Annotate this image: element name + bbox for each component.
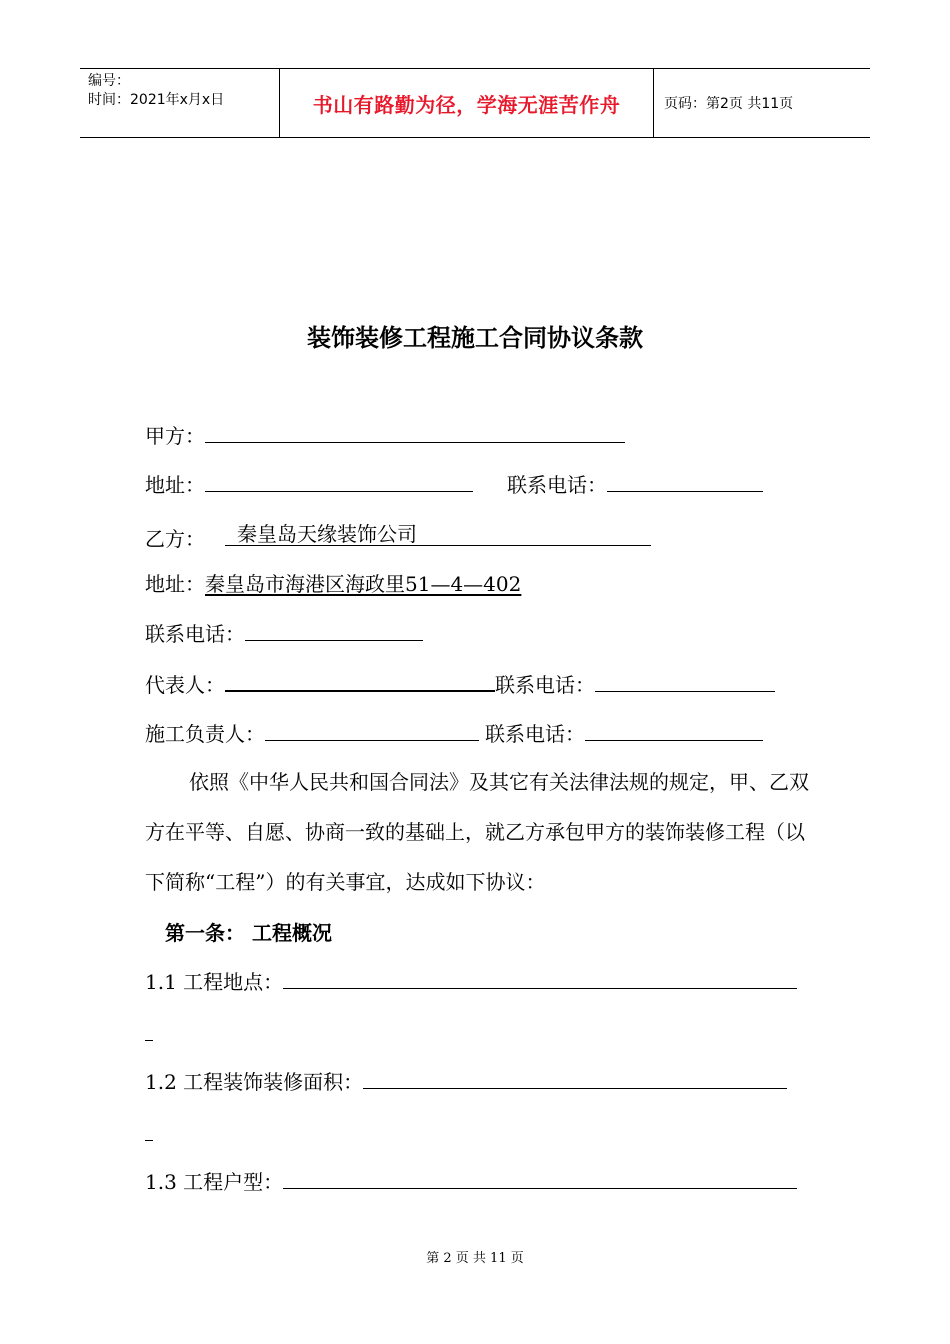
header-meta <box>80 69 280 137</box>
address-b-label: 地址： <box>145 572 205 596</box>
address-b-line <box>145 569 521 599</box>
item-1-1-blank[interactable] <box>283 966 797 989</box>
header-page-info: 页码：第2页 共11页 <box>664 96 794 112</box>
item-1-1-label: 1.1 工程地点： <box>145 970 284 994</box>
header-motto: 书山有路勤为径，学海无涯苦作舟 <box>280 69 654 137</box>
page-footer: 第 2 页 共 11 页 <box>426 1251 524 1266</box>
representative-phone-blank[interactable] <box>595 669 775 692</box>
phone-b-label: 联系电话： <box>145 622 245 646</box>
article-1-title: 第一条： 工程概况 <box>165 921 332 945</box>
address-b-value: 秦皇岛市海港区海政里51—4—402 <box>205 572 522 596</box>
party-a-line <box>145 420 625 450</box>
party-b-label: 乙方： <box>145 527 205 551</box>
phone-a-blank[interactable] <box>607 469 763 492</box>
phone-a-label: 联系电话： <box>507 473 607 497</box>
document-title: 装饰装修工程施工合同协议条款 <box>307 324 643 352</box>
address-a-line <box>145 469 763 499</box>
item-1-3-line <box>145 1166 797 1196</box>
item-1-3-blank[interactable] <box>283 1166 797 1189</box>
representative-line <box>145 668 775 698</box>
party-a-label: 甲方： <box>145 424 205 448</box>
item-1-2-blank[interactable] <box>363 1066 787 1089</box>
representative-label: 代表人： <box>145 673 225 697</box>
phone-b-line <box>145 618 423 648</box>
address-a-label: 地址： <box>145 473 205 497</box>
party-b-value: 秦皇岛天缘装饰公司 <box>237 522 417 546</box>
phone-b-blank[interactable] <box>245 618 423 641</box>
representative-phone-label: 联系电话： <box>495 673 595 697</box>
construction-lead-phone-label: 联系电话： <box>485 722 585 746</box>
item-1-2-continuation <box>145 1140 153 1141</box>
party-b-field[interactable] <box>225 519 651 546</box>
address-a-blank[interactable] <box>205 469 473 492</box>
time-label: 时间：2021年x月x日 <box>88 92 225 108</box>
intro-paragraph: 依照《中华人民共和国合同法》及其它有关法律法规的规定，甲、乙双方在平等、自愿、协商一致的基础上，就乙方承包甲方的装饰装修工程（以下简称“工程”）的有关事宜，达成如下协议： <box>145 770 809 894</box>
representative-blank[interactable] <box>225 668 495 692</box>
construction-lead-blank[interactable] <box>265 718 479 741</box>
construction-lead-line <box>145 718 763 748</box>
party-b-line <box>145 519 651 549</box>
party-a-blank[interactable] <box>205 420 625 443</box>
item-1-1-continuation <box>145 1040 153 1041</box>
construction-lead-phone-blank[interactable] <box>585 718 763 741</box>
document-header <box>80 68 870 138</box>
number-label: 编号： <box>88 73 130 89</box>
item-1-1-line <box>145 966 797 996</box>
item-1-2-label: 1.2 工程装饰装修面积： <box>145 1070 364 1094</box>
item-1-2-line <box>145 1066 787 1096</box>
item-1-3-label: 1.3 工程户型： <box>145 1170 284 1194</box>
construction-lead-label: 施工负责人： <box>145 722 265 746</box>
